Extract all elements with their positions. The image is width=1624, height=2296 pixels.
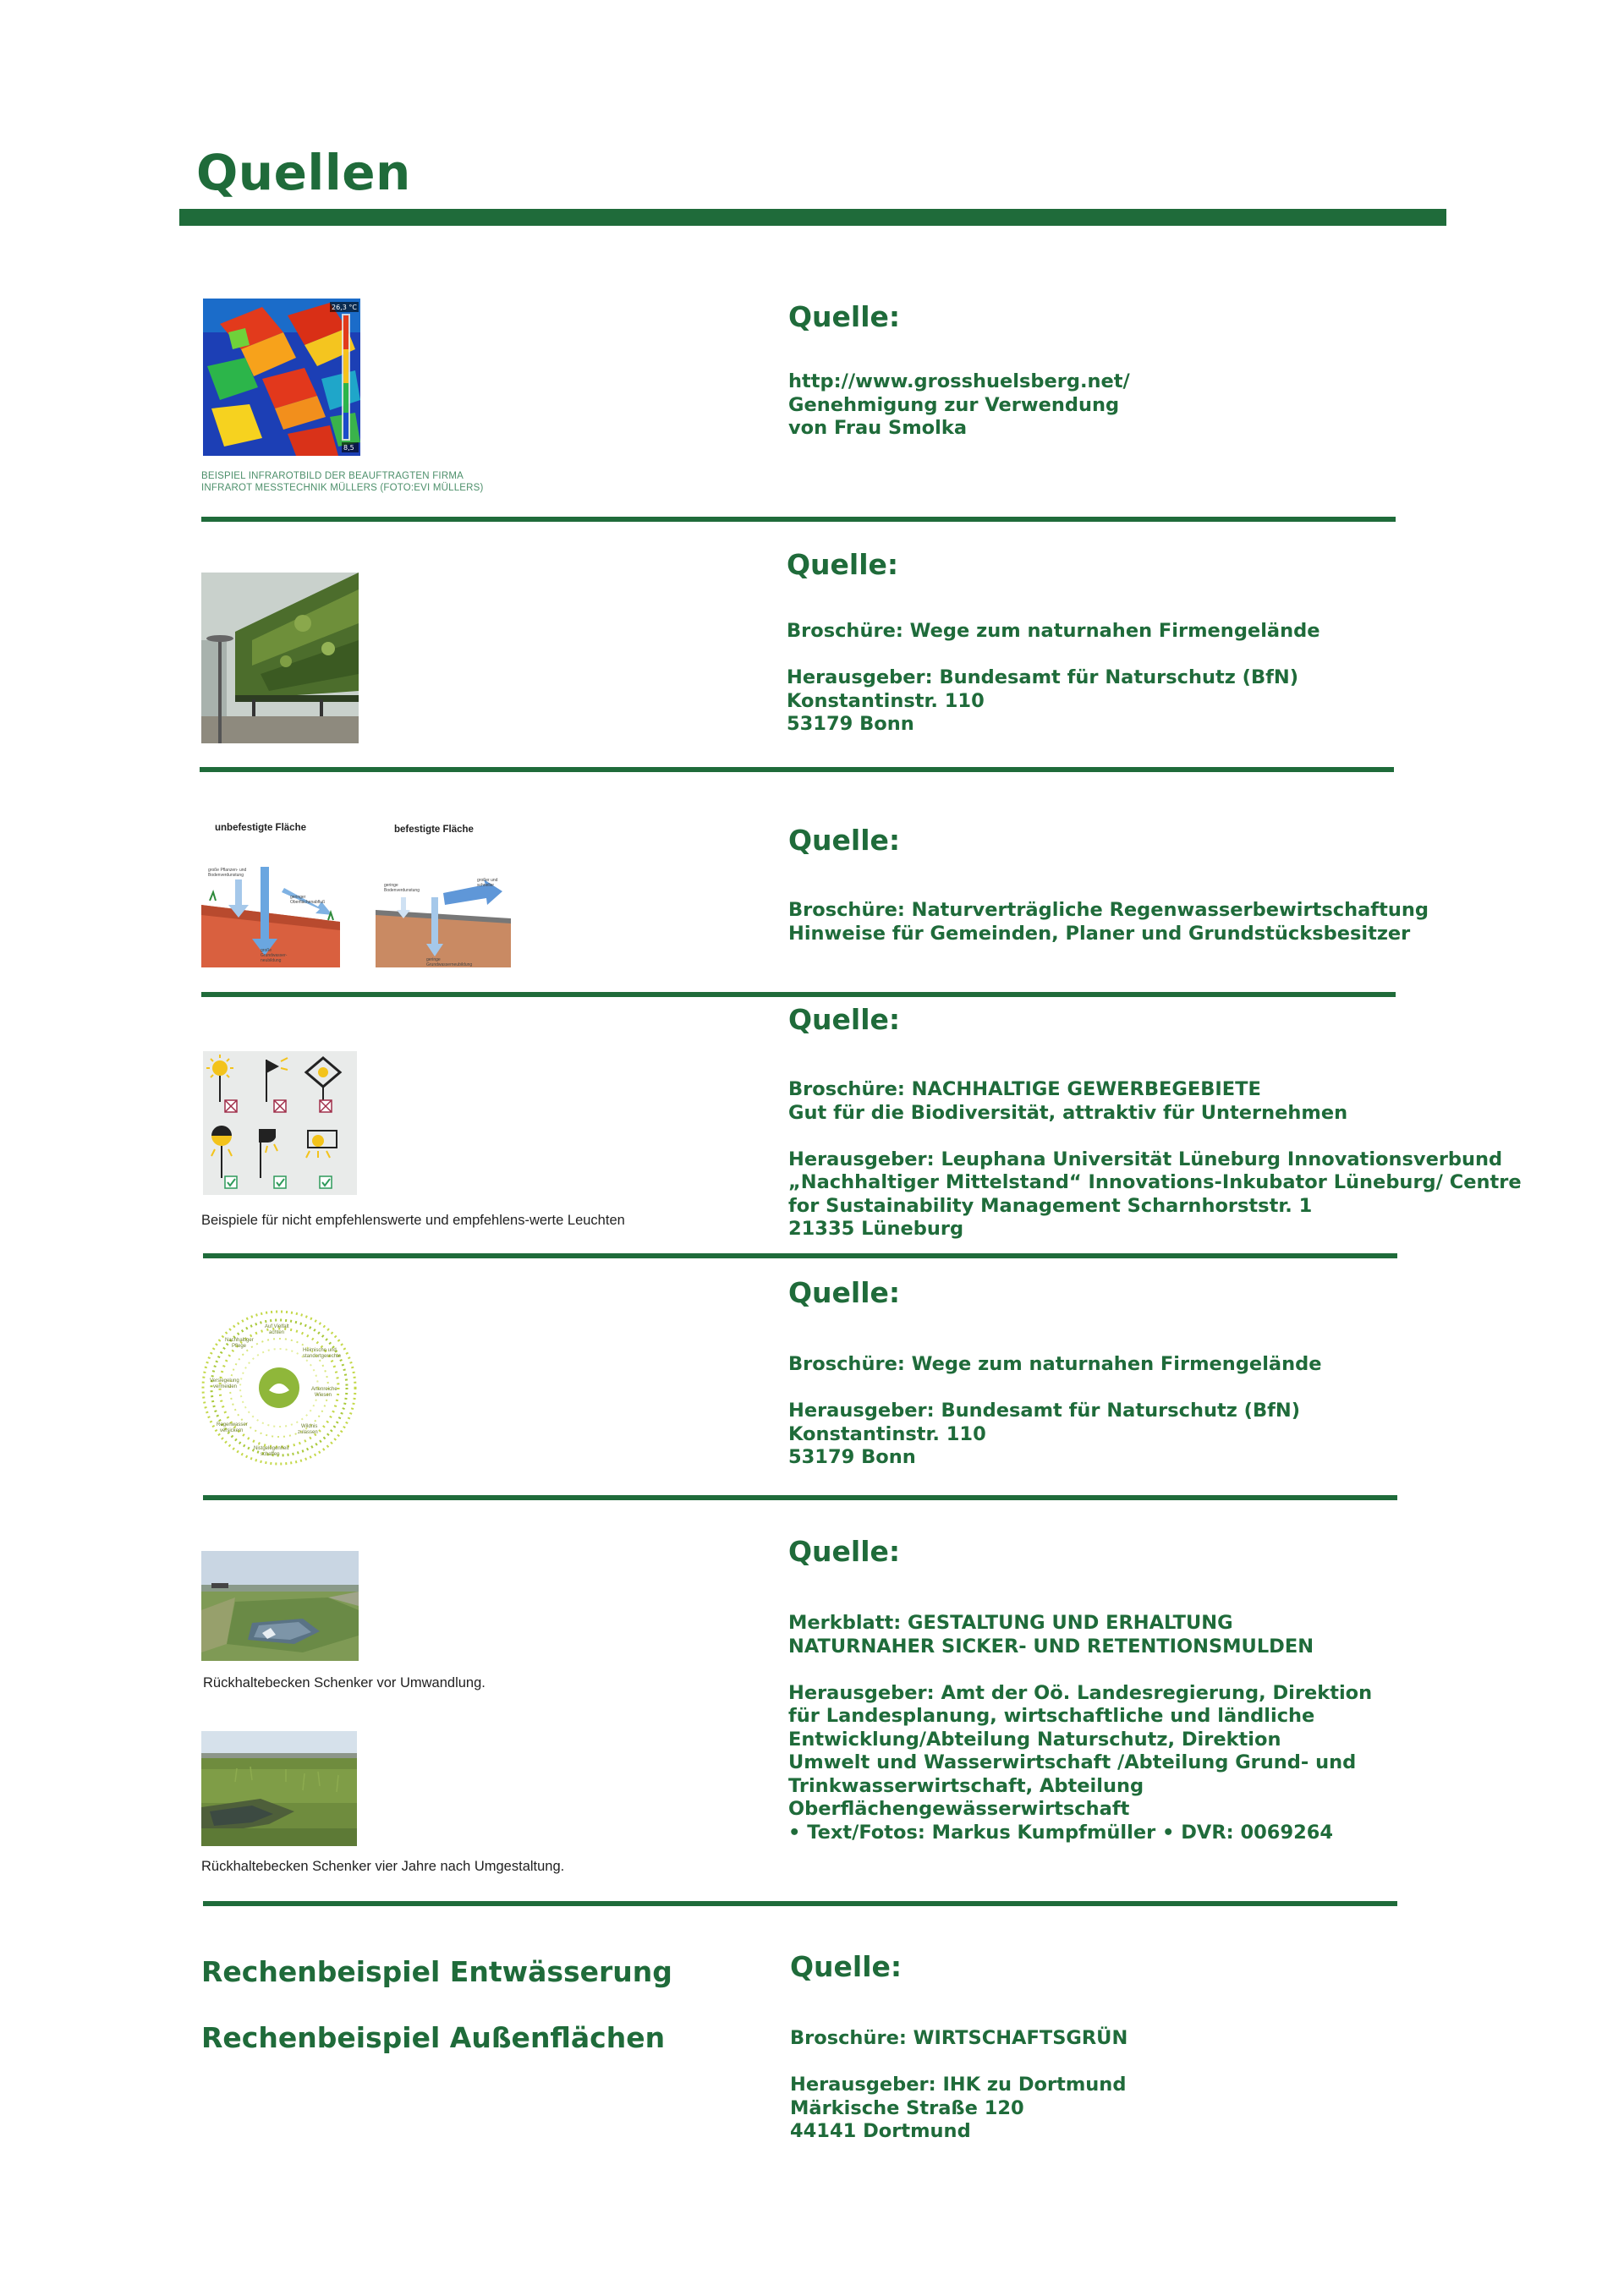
diagram-label-unpaved: unbefestigte Fläche	[215, 823, 306, 833]
svg-text:Regenwasser: Regenwasser	[217, 1422, 248, 1427]
source-heading: Quelle:	[790, 1950, 903, 1983]
svg-text:geringer: geringer	[290, 895, 306, 900]
source-text: Broschüre: NACHHALTIGE GEWERBEGEBIETE Gut für die Biodiversität, attraktiv für Unternehmen Herausgeber: Leuphana Universität Lüneburg Innovationsverbund „Nachhaltiger Mittelstand“ Innovations-Inkubator Lüneburg/ Centre for Sustainability Management Scharnhorststr. 1 21335 Lüneburg	[788, 1078, 1522, 1240]
svg-text:großer und: großer und	[477, 878, 498, 883]
paved-diagram	[376, 876, 511, 967]
source-heading: Quelle:	[788, 1003, 901, 1036]
svg-text:Pflege: Pflege	[232, 1344, 247, 1349]
calc-example-outdoor: Rechenbeispiel Außenflächen	[201, 2021, 666, 2054]
svg-text:Grundwasserneubildung: Grundwasserneubildung	[426, 962, 473, 967]
unpaved-diagram	[201, 863, 340, 967]
source-text: Broschüre: Wege zum naturnahen Firmengelände Herausgeber: Bundesamt für Naturschutz (BfN) Konstantinstr. 110 53179 Bonn	[788, 1353, 1322, 1468]
image-caption: Beispiele für nicht empfehlenswerte und empfehlens-werte Leuchten	[201, 1213, 625, 1228]
svg-text:geringe: geringe	[384, 883, 398, 888]
infrared-scale-label: 8,5	[343, 444, 354, 452]
infrared-image	[203, 299, 360, 456]
svg-text:geringe: geringe	[426, 957, 441, 962]
svg-text:Nachhaltiger: Nachhaltiger	[225, 1338, 254, 1343]
svg-text:achten: achten	[269, 1330, 285, 1335]
svg-text:Heimische und: Heimische und	[303, 1348, 337, 1353]
section-divider	[201, 992, 1396, 997]
svg-text:Nistgelegenheit: Nistgelegenheit	[254, 1446, 289, 1451]
svg-text:große Pflanzen- und: große Pflanzen- und	[208, 868, 247, 873]
green-facade-image	[201, 573, 359, 743]
title-divider	[179, 209, 1446, 226]
svg-text:zulassen: zulassen	[298, 1430, 318, 1435]
svg-text:Bodenverdunstung: Bodenverdunstung	[384, 888, 420, 893]
svg-text:große: große	[261, 948, 272, 953]
svg-text:Versiegelung: Versiegelung	[210, 1378, 239, 1384]
svg-text:vermeiden: vermeiden	[213, 1384, 238, 1389]
source-text: Broschüre: Naturverträgliche Regenwasserbewirtschaftung Hinweise für Gemeinden, Planer und Grundstücksbesitzer	[788, 899, 1429, 945]
source-text: Broschüre: WIRTSCHAFTSGRÜN Herausgeber: IHK zu Dortmund Märkische Straße 120 44141 Dortmund	[790, 2027, 1128, 2142]
section-divider	[201, 517, 1396, 522]
svg-text:versickern: versickern	[220, 1428, 244, 1433]
source-heading: Quelle:	[787, 548, 899, 581]
calc-example-drainage: Rechenbeispiel Entwässerung	[201, 1955, 672, 1988]
infrared-temp-label: 26,3 °C	[332, 304, 357, 311]
section-divider	[200, 767, 1394, 772]
section-divider	[203, 1901, 1397, 1906]
lighting-icons-image	[203, 1051, 357, 1195]
image-caption: Rückhaltebecken Schenker vor Umwandlung.	[203, 1675, 486, 1690]
image-caption: BEISPIEL INFRAROTBILD DER BEAUFTRAGTEN FIRMA INFRAROT MESSTECHNIK MÜLLERS (FOTO:EVI MÜLLERS)	[201, 471, 484, 493]
source-text: Merkblatt: GESTALTUNG UND ERHALTUNG NATURNAHER SICKER- UND RETENTIONSMULDEN Herausgeber: Amt der Oö. Landesregierung, Direktion für Landesplanung, wirtschaftliche und ländliche Entwicklung/Abteilung Naturschutz, Direktion Umwelt und Wasserwirtschaft /Abteilung Grund- und Trinkwasserwirtschaft, Abteilung Oberflächengewässerwirtschaft • Text/Fotos: Markus Kumpfmüller • DVR: 0069264	[788, 1612, 1373, 1844]
svg-text:Auf Vielfalt: Auf Vielfalt	[265, 1324, 289, 1329]
source-heading: Quelle:	[788, 1535, 901, 1568]
source-heading: Quelle:	[788, 300, 901, 333]
image-caption: Rückhaltebecken Schenker vier Jahre nach Umgestaltung.	[201, 1859, 565, 1874]
retention-basin-before-image	[201, 1551, 359, 1661]
source-heading: Quelle:	[788, 1276, 901, 1309]
svg-text:Grundwasser-: Grundwasser-	[261, 953, 288, 958]
svg-text:Wiesen: Wiesen	[315, 1393, 332, 1398]
source-heading: Quelle:	[788, 824, 901, 857]
biodiversity-circle-graphic	[201, 1307, 357, 1468]
page-title: Quellen	[196, 144, 411, 201]
section-divider	[203, 1253, 1397, 1258]
svg-text:neubildung: neubildung	[261, 958, 282, 963]
section-divider	[203, 1495, 1397, 1500]
svg-text:schaffen: schaffen	[261, 1452, 280, 1457]
svg-text:Bodenverdunstung: Bodenverdunstung	[208, 873, 244, 878]
source-text: http://www.grosshuelsberg.net/ Genehmigung zur Verwendung von Frau Smolka	[788, 370, 1130, 439]
diagram-label-paved: befestigte Fläche	[394, 825, 474, 835]
retention-basin-after-image	[201, 1731, 357, 1846]
source-text: Broschüre: Wege zum naturnahen Firmengelände Herausgeber: Bundesamt für Naturschutz (BfN) Konstantinstr. 110 53179 Bonn	[787, 620, 1320, 735]
svg-text:Artenreiche: Artenreiche	[311, 1387, 337, 1392]
svg-text:standortgerechte: standortgerechte	[303, 1354, 342, 1359]
svg-text:Wildnis: Wildnis	[301, 1424, 318, 1429]
svg-text:Oberflächenabfluß: Oberflächenabfluß	[290, 900, 326, 905]
svg-text:schneller: schneller	[477, 883, 495, 888]
